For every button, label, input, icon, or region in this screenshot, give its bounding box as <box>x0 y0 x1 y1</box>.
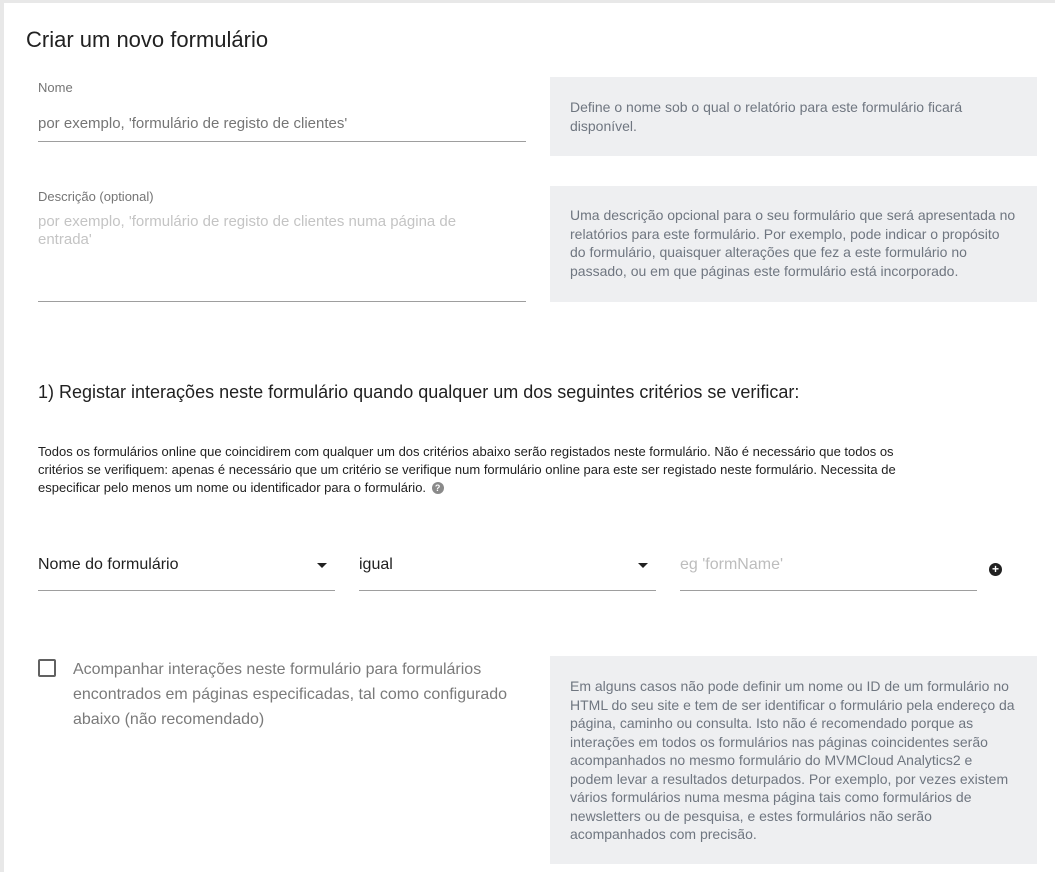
description-help-box <box>550 186 1037 302</box>
criteria-description-text: Todos os formulários online que coincidirem com qualquer um dos critérios abaixo serão registados neste formulário. Não é necessário que todos os critérios se verifiquem: apenas é necessário que um critério se verifique num formulário online para este ser registado neste formulário. Necessita de especificar pelo menos um nome ou identificador para o formulário. <box>38 444 896 496</box>
attribute-select[interactable] <box>38 553 335 591</box>
add-criteria-icon[interactable]: + <box>989 563 1002 576</box>
name-input[interactable] <box>38 105 526 142</box>
page-title: Criar um novo formulário <box>26 27 269 52</box>
description-help-text: Uma descrição opcional para o seu formulário que será apresentada no relatórios para este formulário. Por exemplo, pode indicar o propósito do formulário, quaisquer alterações que fez a este formulário no passado, ou em que páginas este formulário está incorporado. <box>570 207 1016 279</box>
criteria-heading: 1) Registar interações neste formulário quando qualquer um dos seguintes critérios se verificar: <box>38 382 800 402</box>
page-tracking-label[interactable]: Acompanhar interações neste formulário para formulários encontrados em páginas especificadas, tal como configurado abaixo (não recomendado) <box>73 661 508 728</box>
page-tracking-help-text: Em alguns casos não pode definir um nome ou ID de um formulário no HTML do seu site e tem de ser identificar o formulário pela endereço da página, caminho ou consulta. Isto não é recomendado porque as interações em todos os formulários nas páginas coincidentes serão acompanhados no mesmo formulário do MVMCloud Analytics2 e podem levar a resultados deturpados. Por exemplo, por vezes existem vários formulários numa mesma página tais como formulários de newsletters ou de pesquisa, e estes formulários não serão acompanhados com precisão. <box>570 678 1015 842</box>
name-help-box <box>550 77 1037 156</box>
name-help-text: Define o nome sob o qual o relatório para este formulário ficará disponível. <box>570 99 963 134</box>
criteria-value-input[interactable] <box>680 553 977 591</box>
description-textarea[interactable] <box>38 213 526 302</box>
attribute-select-value: Nome do formulário <box>38 556 179 573</box>
page-tracking-checkbox[interactable] <box>38 659 56 677</box>
chevron-down-icon <box>638 563 648 568</box>
operator-select[interactable] <box>359 553 656 591</box>
help-icon[interactable]: ? <box>432 482 444 494</box>
description-placeholder: por exemplo, 'formulário de registo de clientes numa página de entrada' <box>38 213 457 248</box>
criteria-description <box>38 443 908 498</box>
name-label: Nome <box>38 80 73 95</box>
page-tracking-help-box <box>550 656 1037 864</box>
operator-select-value: igual <box>359 556 393 573</box>
chevron-down-icon <box>317 563 327 568</box>
description-label: Descrição (optional) <box>38 189 154 204</box>
criteria-value-placeholder: eg 'formName' <box>680 556 784 573</box>
